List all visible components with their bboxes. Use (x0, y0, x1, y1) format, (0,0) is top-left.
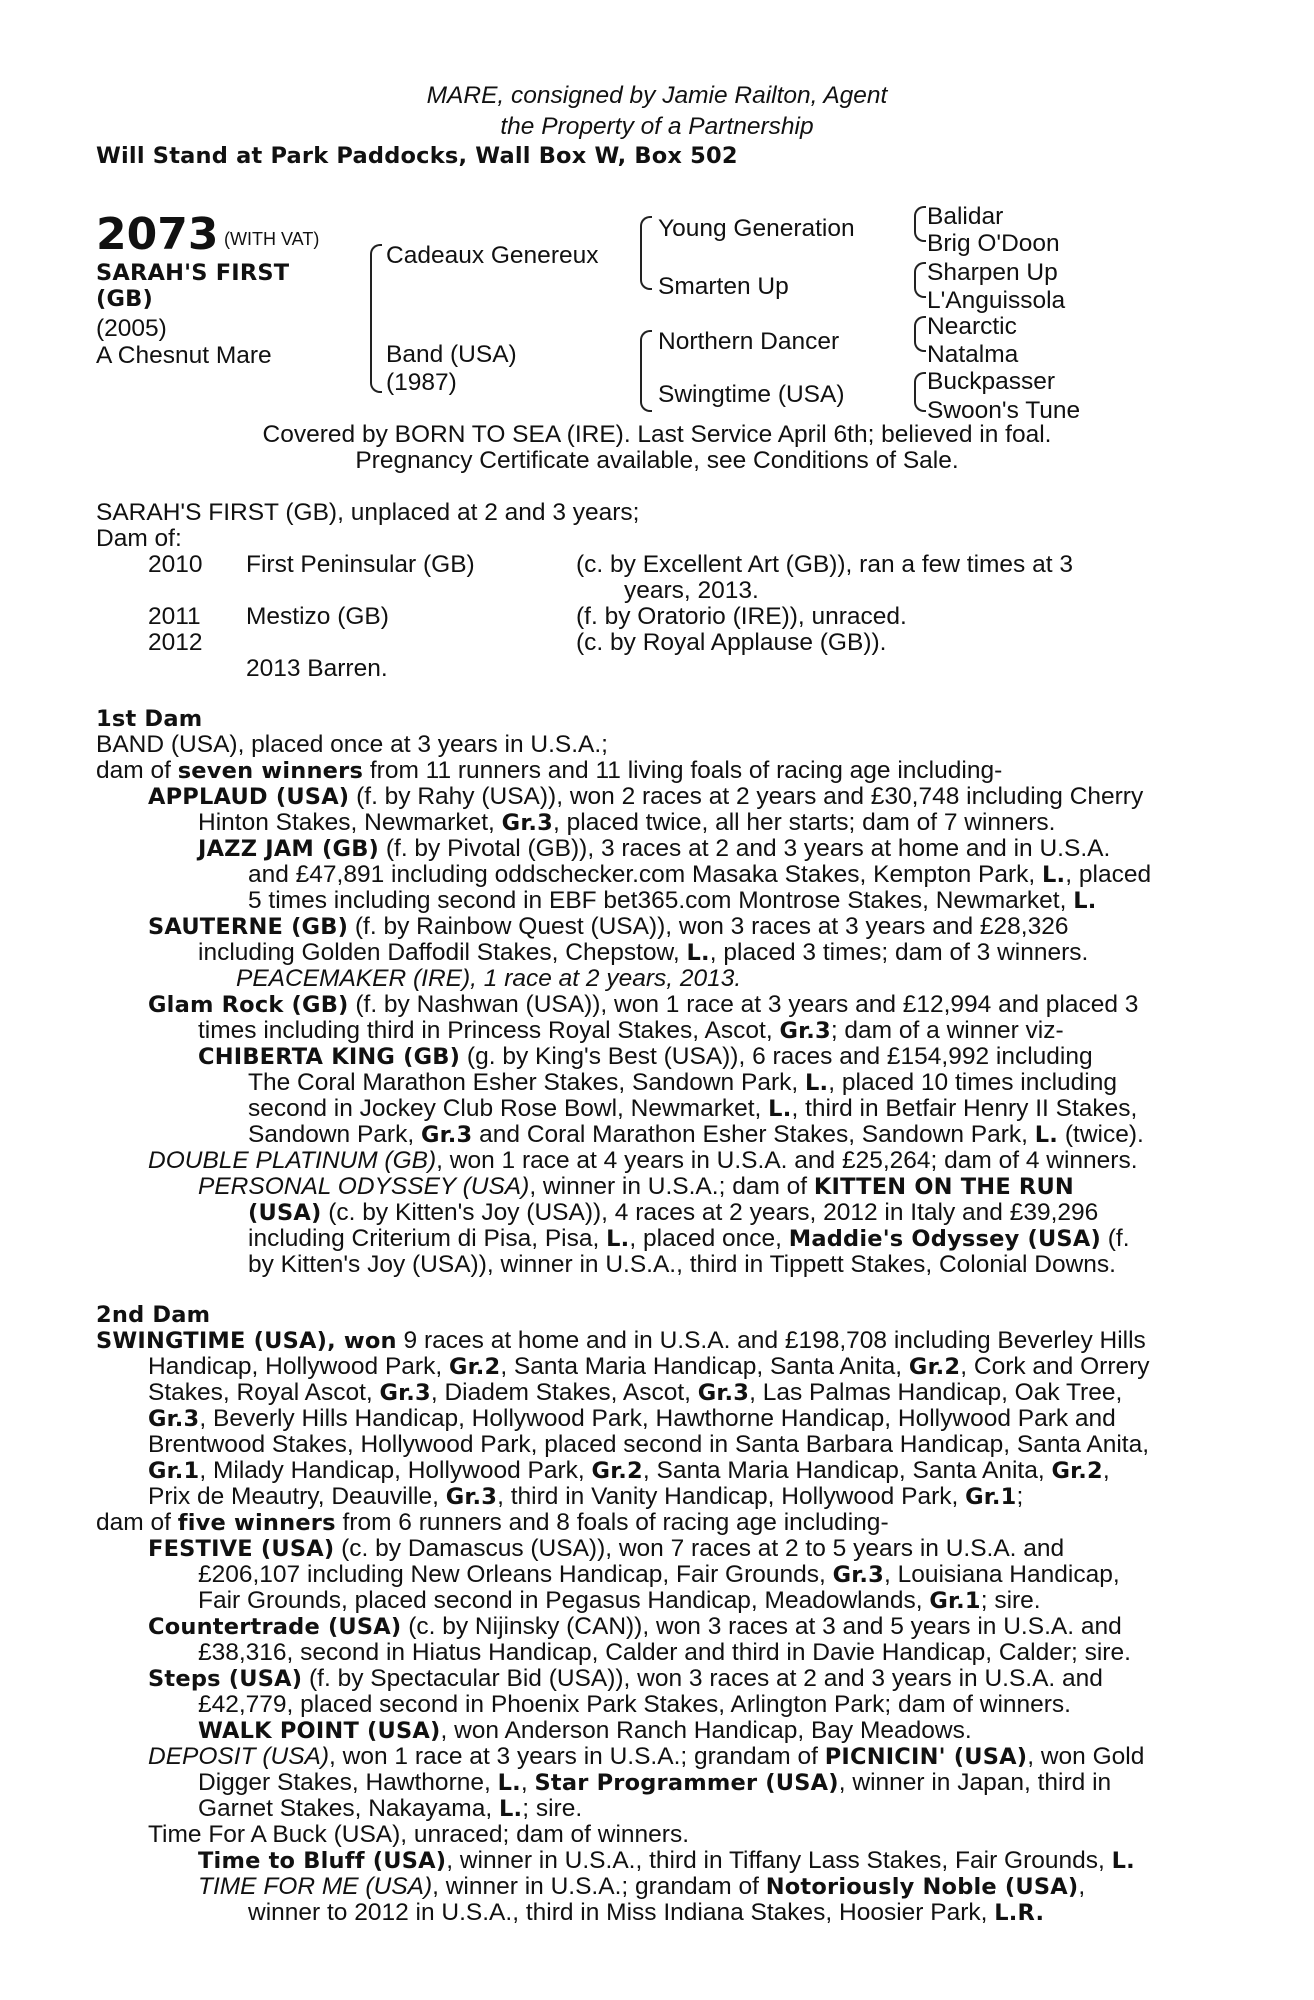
second-dam-line: FESTIVE (USA) (c. by Damascus (USA)), won 7 races at 2 to 5 years in U.S.A. and (148, 1535, 1065, 1562)
second-dam-line: Gr.1, Milady Handicap, Hollywood Park, Gr.2, Santa Maria Handicap, Santa Anita, Gr.2, (148, 1457, 1110, 1484)
ggp-8: Swoon's Tune (927, 397, 1081, 424)
pregnancy-note: Pregnancy Certificate available, see Conditions of Sale. (355, 447, 959, 474)
second-dam-line: TIME FOR ME (USA), winner in U.S.A.; grandam of Notoriously Noble (USA), (198, 1873, 1086, 1900)
first-dam-line: times including third in Princess Royal Stakes, Ascot, Gr.3; dam of a winner viz- (198, 1017, 1064, 1044)
first-dam-line: CHIBERTA KING (GB) (g. by King's Best (USA)), 6 races and £154,992 including (198, 1043, 1093, 1070)
first-dam-line: BAND (USA), placed once at 3 years in U.S.A.; (96, 731, 608, 758)
first-dam-line: DOUBLE PLATINUM (GB), won 1 race at 4 years in U.S.A. and £25,264; dam of 4 winners. (148, 1147, 1138, 1174)
second-dam-line: Fair Grounds, placed second in Pegasus Handicap, Meadowlands, Gr.1; sire. (198, 1587, 1041, 1614)
produce-year: 2010 (148, 551, 203, 578)
ggp-2: Brig O'Doon (927, 230, 1060, 257)
second-dam-line: Prix de Meautry, Deauville, Gr.3, third in Vanity Handicap, Hollywood Park, Gr.1; (148, 1483, 1024, 1510)
second-dam-line: Handicap, Hollywood Park, Gr.2, Santa Maria Handicap, Santa Anita, Gr.2, Cork and Orrery (148, 1353, 1150, 1380)
dam-dam: Swingtime (USA) (658, 381, 845, 408)
property-line: the Property of a Partnership (500, 113, 814, 140)
first-dam-line: Hinton Stakes, Newmarket, Gr.3, placed twice, all her starts; dam of 7 winners. (198, 809, 1056, 836)
ggp-4: L'Anguissola (927, 287, 1066, 314)
second-dam-line: Brentwood Stakes, Hollywood Park, placed second in Santa Barbara Handicap, Santa Anita, (148, 1431, 1150, 1458)
first-dam-line: dam of seven winners from 11 runners and 11 living foals of racing age including- (96, 757, 1003, 784)
produce-detail: (c. by Royal Applause (GB)). (576, 629, 887, 656)
ggp-7: Buckpasser (927, 368, 1056, 395)
second-dam-line: £42,779, placed second in Phoenix Park Stakes, Arlington Park; dam of winners. (198, 1691, 1071, 1718)
ggp-brace-3 (914, 316, 926, 352)
ggp-3: Sharpen Up (927, 259, 1058, 286)
consignor-line: MARE, consigned by Jamie Railton, Agent (426, 82, 888, 109)
first-dam-line: second in Jockey Club Rose Bowl, Newmarket, L., third in Betfair Henry II Stakes, (248, 1095, 1138, 1122)
second-dam-line: Garnet Stakes, Nakayama, L.; sire. (198, 1795, 583, 1822)
first-dam-line: Sandown Park, Gr.3 and Coral Marathon Esher Stakes, Sandown Park, L. (twice). (248, 1121, 1144, 1148)
first-dam-line: by Kitten's Joy (USA)), winner in U.S.A., third in Tippett Stakes, Colonial Downs. (248, 1251, 1116, 1278)
covering-note: Covered by BORN TO SEA (IRE). Last Service April 6th; believed in foal. (262, 421, 1052, 448)
second-dam-line: Digger Stakes, Hawthorne, L., Star Programmer (USA), winner in Japan, third in (198, 1769, 1112, 1796)
sire-sire: Young Generation (658, 215, 855, 242)
second-dam-line: SWINGTIME (USA), won 9 races at home and in U.S.A. and £198,708 including Beverley Hills (96, 1327, 1146, 1354)
ggp-brace-2 (914, 262, 926, 298)
second-dam-heading: 2nd Dam (96, 1302, 211, 1328)
second-dam-line: £38,316, second in Hiatus Handicap, Calder and third in Davie Handicap, Calder; sire. (198, 1639, 1131, 1666)
second-dam-line: Stakes, Royal Ascot, Gr.3, Diadem Stakes, Ascot, Gr.3, Las Palmas Handicap, Oak Tree, (148, 1379, 1123, 1406)
first-dam-line: PEACEMAKER (IRE), 1 race at 2 years, 2013. (236, 965, 742, 992)
second-dam-line: DEPOSIT (USA), won 1 race at 3 years in U.S.A.; grandam of PICNICIN' (USA), won Gold (148, 1743, 1145, 1770)
produce-name: Mestizo (GB) (246, 603, 389, 630)
second-dam-line: dam of five winners from 6 runners and 8 foals of racing age including- (96, 1509, 889, 1536)
produce-detail: (f. by Oratorio (IRE)), unraced. (576, 603, 907, 630)
produce-intro: SARAH'S FIRST (GB), unplaced at 2 and 3 years; (96, 499, 640, 526)
sire-brace (640, 216, 652, 290)
ggp-brace-1 (914, 206, 926, 242)
dam-sire: Northern Dancer (658, 328, 840, 355)
second-dam-line: Steps (USA) (f. by Spectacular Bid (USA)), won 3 races at 2 and 3 years in U.S.A. and (148, 1665, 1103, 1692)
first-dam-line: JAZZ JAM (GB) (f. by Pivotal (GB)), 3 races at 2 and 3 years at home and in U.S.A. (198, 835, 1111, 862)
dam: Band (USA) (386, 341, 517, 368)
first-dam-heading: 1st Dam (96, 706, 203, 732)
second-dam-line: Time For A Buck (USA), unraced; dam of winners. (148, 1821, 690, 1848)
vat-label: (WITH VAT) (224, 229, 320, 249)
first-dam-line: PERSONAL ODYSSEY (USA), winner in U.S.A.; dam of KITTEN ON THE RUN (198, 1173, 1074, 1200)
first-dam-line: and £47,891 including oddschecker.com Masaka Stakes, Kempton Park, L., placed (248, 861, 1152, 888)
first-dam-line: including Golden Daffodil Stakes, Chepstow, L., placed 3 times; dam of 3 winners. (198, 939, 1089, 966)
first-dam-line: (USA) (c. by Kitten's Joy (USA)), 4 races at 2 years, 2012 in Italy and £39,296 (248, 1199, 1099, 1226)
horse-name-country: (GB) (96, 286, 153, 312)
produce-name: First Peninsular (GB) (246, 551, 475, 578)
produce-barren: 2013 Barren. (246, 655, 388, 682)
first-dam-line: APPLAUD (USA) (f. by Rahy (USA)), won 2 races at 2 years and £30,748 including Cherry (148, 783, 1144, 810)
second-dam-line: Time to Bluff (USA), winner in U.S.A., third in Tiffany Lass Stakes, Fair Grounds, L. (198, 1847, 1135, 1874)
lot-number: 2073 (96, 209, 219, 260)
produce-year: 2012 (148, 629, 203, 656)
produce-detail: (c. by Excellent Art (GB)), ran a few times at 3 (576, 551, 1073, 578)
dam-year: (1987) (386, 369, 457, 396)
ggp-brace-4 (914, 372, 926, 412)
second-dam-line: winner to 2012 in U.S.A., third in Miss Indiana Stakes, Hoosier Park, L.R. (248, 1899, 1045, 1926)
first-dam-line: including Criterium di Pisa, Pisa, L., placed once, Maddie's Odyssey (USA) (f. (248, 1225, 1130, 1252)
dam-of-label: Dam of: (96, 525, 182, 552)
first-dam-line: SAUTERNE (GB) (f. by Rainbow Quest (USA)), won 3 races at 3 years and £28,326 (148, 913, 1069, 940)
ggp-5: Nearctic (927, 313, 1017, 340)
first-dam-line: 5 times including second in EBF bet365.com Montrose Stakes, Newmarket, L. (248, 887, 1097, 914)
first-dam-line: The Coral Marathon Esher Stakes, Sandown Park, L., placed 10 times including (248, 1069, 1117, 1096)
dam-brace (640, 330, 652, 412)
second-dam-line: Gr.3, Beverly Hills Handicap, Hollywood Park, Hawthorne Handicap, Hollywood Park and (148, 1405, 1116, 1432)
second-dam-line: Countertrade (USA) (c. by Nijinsky (CAN)), won 3 races at 3 and 5 years in U.S.A. and (148, 1613, 1122, 1640)
second-dam-line: WALK POINT (USA), won Anderson Ranch Handicap, Bay Meadows. (198, 1717, 972, 1744)
foaling-year: (2005) (96, 315, 167, 342)
ggp-1: Balidar (927, 203, 1004, 230)
horse-description: A Chesnut Mare (96, 342, 272, 369)
sire-dam: Smarten Up (658, 273, 789, 300)
ggp-6: Natalma (927, 341, 1019, 368)
produce-year: 2011 (148, 603, 201, 630)
pedigree-brace (370, 244, 382, 393)
horse-name: SARAH'S FIRST (96, 260, 290, 286)
produce-detail-cont: years, 2013. (624, 577, 759, 604)
first-dam-line: Glam Rock (GB) (f. by Nashwan (USA)), won 1 race at 3 years and £12,994 and placed 3 (148, 991, 1139, 1018)
sire: Cadeaux Genereux (386, 242, 599, 269)
second-dam-line: £206,107 including New Orleans Handicap, Fair Grounds, Gr.3, Louisiana Handicap, (198, 1561, 1120, 1588)
stand-location: Will Stand at Park Paddocks, Wall Box W, Box 502 (96, 143, 738, 169)
